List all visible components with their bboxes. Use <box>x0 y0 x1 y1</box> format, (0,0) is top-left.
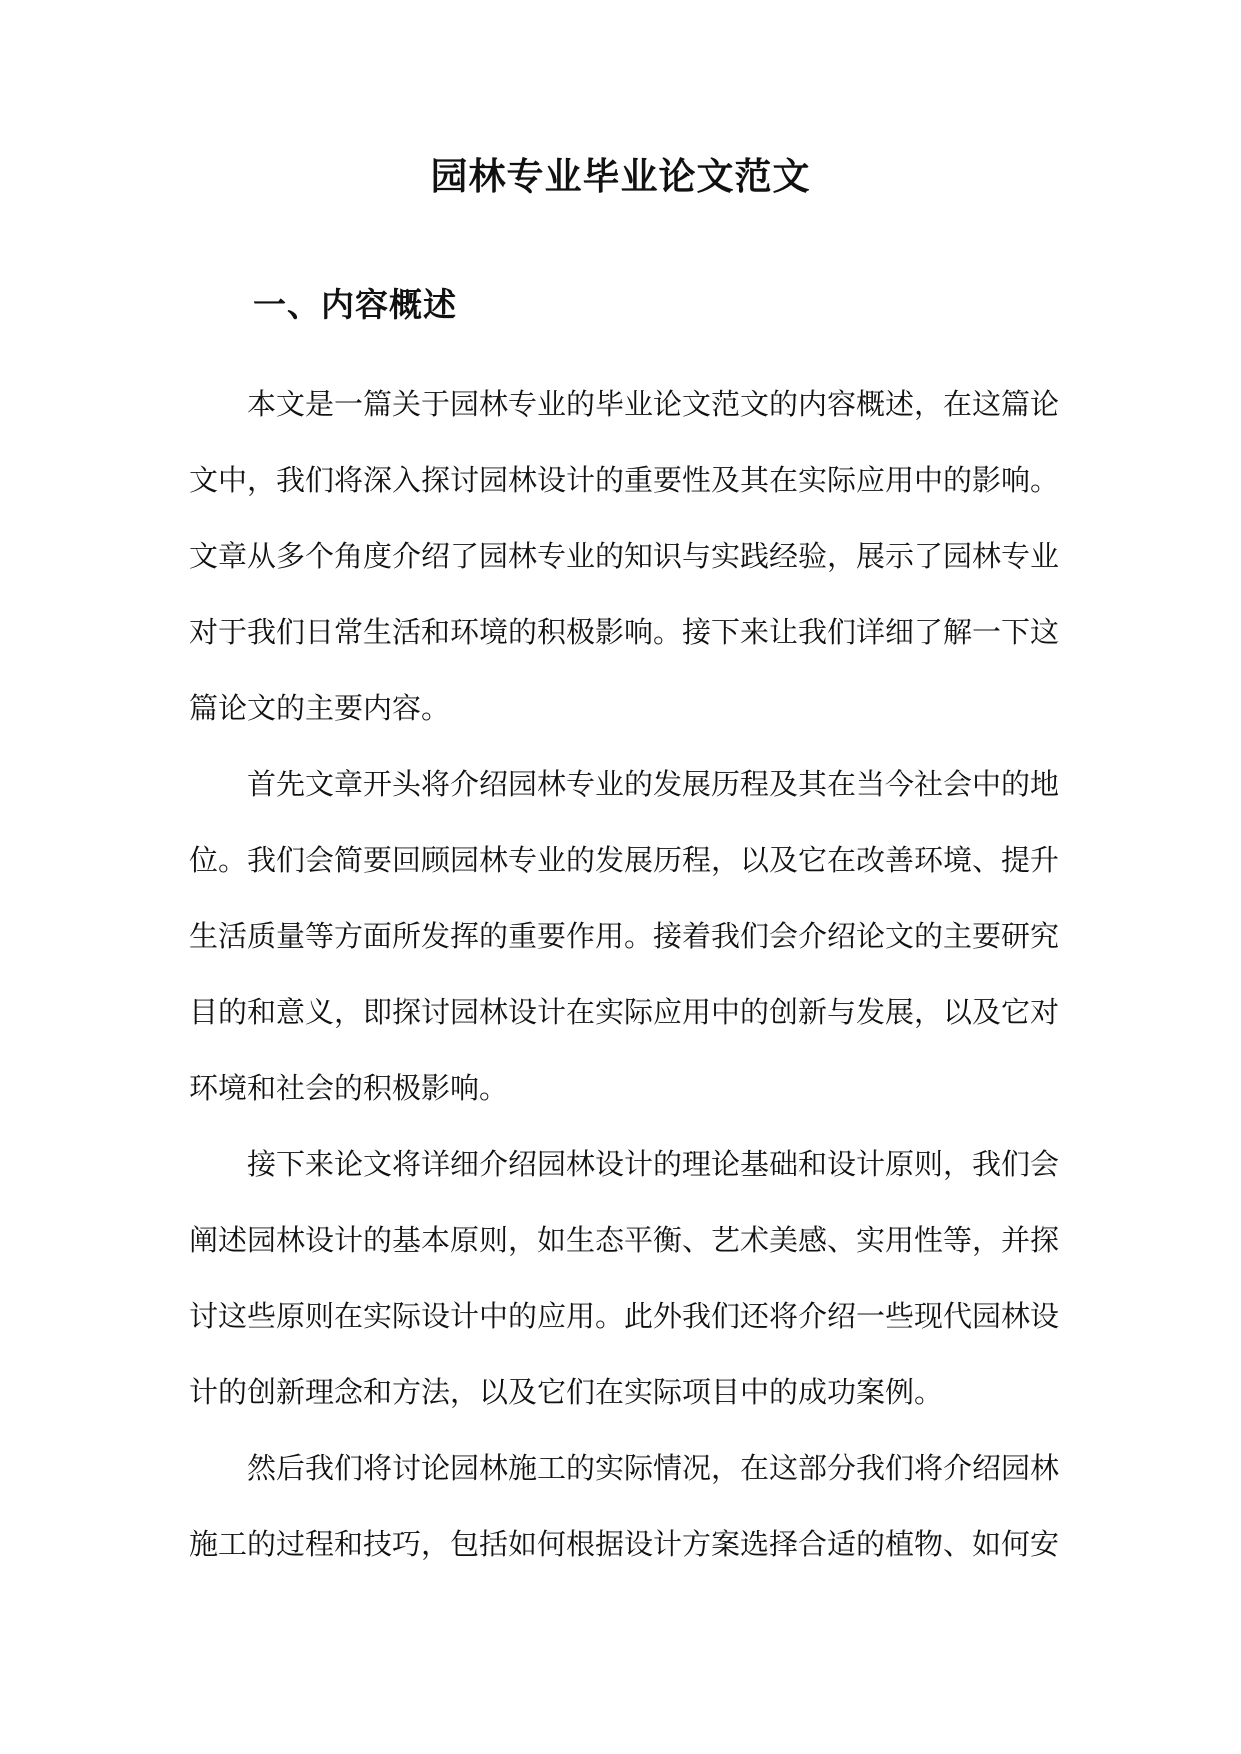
paragraph: 本文是一篇关于园林专业的毕业论文范文的内容概述，在这篇论文中，我们将深入探讨园林设计的重要性及其在实际应用中的影响。文章从多个角度介绍了园林专业的知识与实践经验，展示了园林专业对于我们日常生活和环境的积极影响。接下来让我们详细了解一下这篇论文的主要内容。 <box>189 387 1060 725</box>
document-title: 园林专业毕业论文范文 <box>430 154 811 198</box>
paragraph: 首先文章开头将介绍园林专业的发展历程及其在当今社会中的地位。我们会简要回顾园林专业的发展历程，以及它在改善环境、提升生活质量等方面所发挥的重要作用。接着我们会介绍论文的主要研究目的和意义，即探讨园林设计在实际应用中的创新与发展，以及它对环境和社会的积极影响。 <box>189 767 1060 1105</box>
paragraph: 接下来论文将详细介绍园林设计的理论基础和设计原则，我们会阐述园林设计的基本原则，如生态平衡、艺术美感、实用性等，并探讨这些原则在实际设计中的应用。此外我们还将介绍一些现代园林设计的创新理念和方法，以及它们在实际项目中的成功案例。 <box>189 1147 1060 1409</box>
section-heading: 一、内容概述 <box>253 285 457 324</box>
paragraph: 然后我们将讨论园林施工的实际情况，在这部分我们将介绍园林施工的过程和技巧，包括如何根据设计方案选择合适的植物、如何安 <box>189 1451 1060 1561</box>
section-body <box>189 366 1059 1582</box>
